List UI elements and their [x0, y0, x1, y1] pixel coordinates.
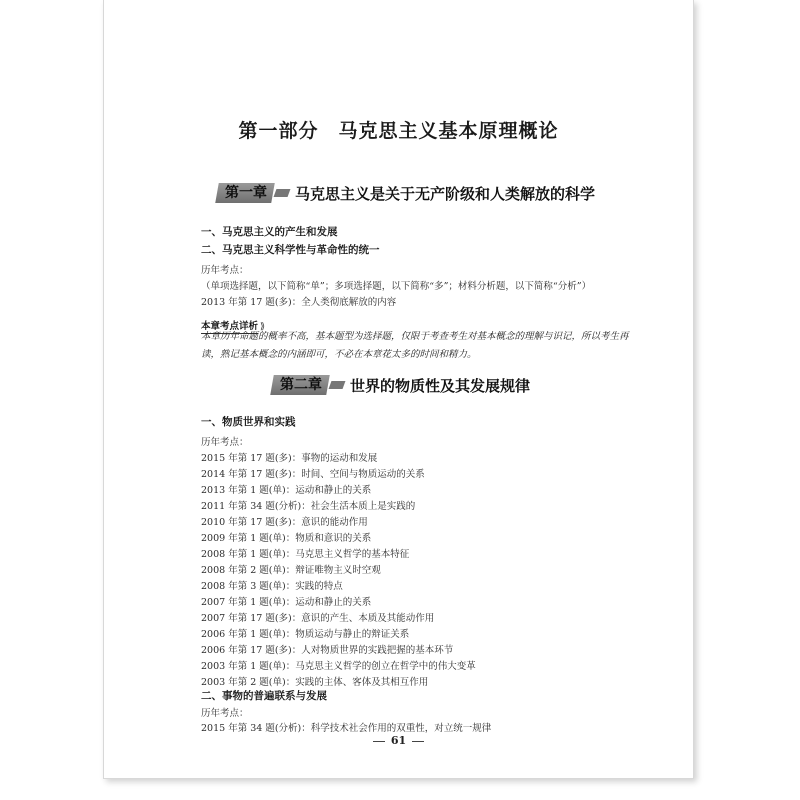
exam-point-item: 2007 年第 1 题(单)：运动和静止的关系: [201, 597, 372, 608]
exam-point-item: 2013 年第 17 题(多)：全人类彻底解放的内容: [201, 297, 397, 308]
exam-point-item: 2014 年第 17 题(多)：时间、空间与物质运动的关系: [201, 469, 425, 480]
chapter-badge-decoration: [274, 189, 291, 197]
chapter-2-heading: [272, 374, 530, 396]
exam-point-item: 2008 年第 3 题(单)：实践的特点: [201, 581, 343, 592]
exam-point-item: 2003 年第 2 题(单)：实践的主体、客体及其相互作用: [201, 677, 429, 688]
page-number: [104, 734, 693, 747]
exam-points-label: 历年考点：: [201, 437, 249, 448]
analysis-text: 本章历年命题的概率不高，基本题型为选择题，仅限于考查考生对基本概念的理解与识记，所以考生再读，熟记基本概念的内涵即可，不必在本章花太多的时间和精力。: [201, 331, 629, 360]
exam-points-label: 历年考点：: [201, 708, 249, 719]
chapter-badge-decoration: [329, 381, 346, 389]
chapter-2-section-2: 二、事物的普遍联系与发展: [201, 690, 327, 702]
chapter-1-section-1: 一、马克思主义的产生和发展: [201, 226, 338, 238]
chapter-2-badge: 第二章: [270, 375, 330, 395]
chapter-1-title: 马克思主义是关于无产阶级和人类解放的科学: [295, 184, 596, 203]
analysis-title: 本章考点详析: [201, 321, 259, 332]
exam-point-item: 2003 年第 1 题(单)：马克思主义哲学的创立在哲学中的伟大变革: [201, 661, 476, 672]
exam-point-item: 2006 年第 1 题(单)：物质运动与静止的辩证关系: [201, 629, 410, 640]
chapter-1-badge: 第一章: [215, 183, 275, 203]
abbreviation-legend: （单项选择题，以下简称“单”；多项选择题，以下简称“多”；材料分析题，以下简称“分析”）: [201, 281, 592, 292]
exam-point-item: 2006 年第 17 题(多)：人对物质世界的实践把握的基本环节: [201, 645, 454, 656]
chapter-1-section-2: 二、马克思主义科学性与革命性的统一: [201, 244, 380, 256]
part-title: 第一部分 马克思主义基本原理概论: [238, 120, 559, 142]
chapter-2-title: 世界的物质性及其发展规律: [350, 376, 531, 395]
exam-point-item: 2009 年第 1 题(单)：物质和意识的关系: [201, 533, 372, 544]
exam-point-item: 2008 年第 1 题(单)：马克思主义哲学的基本特征: [201, 549, 410, 560]
chapter-1-heading: [217, 182, 595, 204]
exam-points-label: 历年考点：: [201, 265, 249, 276]
page-number-dash: [412, 741, 424, 742]
exam-point-item: 2007 年第 17 题(多)：意识的产生、本质及其能动作用: [201, 613, 435, 624]
double-chevron-right-icon: ⟫: [260, 322, 266, 332]
exam-point-item: 2011 年第 34 题(分析)：社会生活本质上是实践的: [201, 501, 416, 512]
exam-point-item: 2013 年第 1 题(单)：运动和静止的关系: [201, 485, 372, 496]
exam-point-item: 2010 年第 17 题(多)：意识的能动作用: [201, 517, 368, 528]
exam-point-item: 2015 年第 34 题(分析)：科学技术社会作用的双重性，对立统一规律: [201, 723, 492, 734]
exam-point-item: 2008 年第 2 题(单)：辩证唯物主义时空观: [201, 565, 381, 576]
page-number-value: 61: [390, 734, 407, 747]
chapter-2-section-1: 一、物质世界和实践: [201, 416, 296, 428]
exam-point-item: 2015 年第 17 题(多)：事物的运动和发展: [201, 453, 378, 464]
document-page: [103, 0, 694, 779]
page-number-dash: [373, 741, 385, 742]
